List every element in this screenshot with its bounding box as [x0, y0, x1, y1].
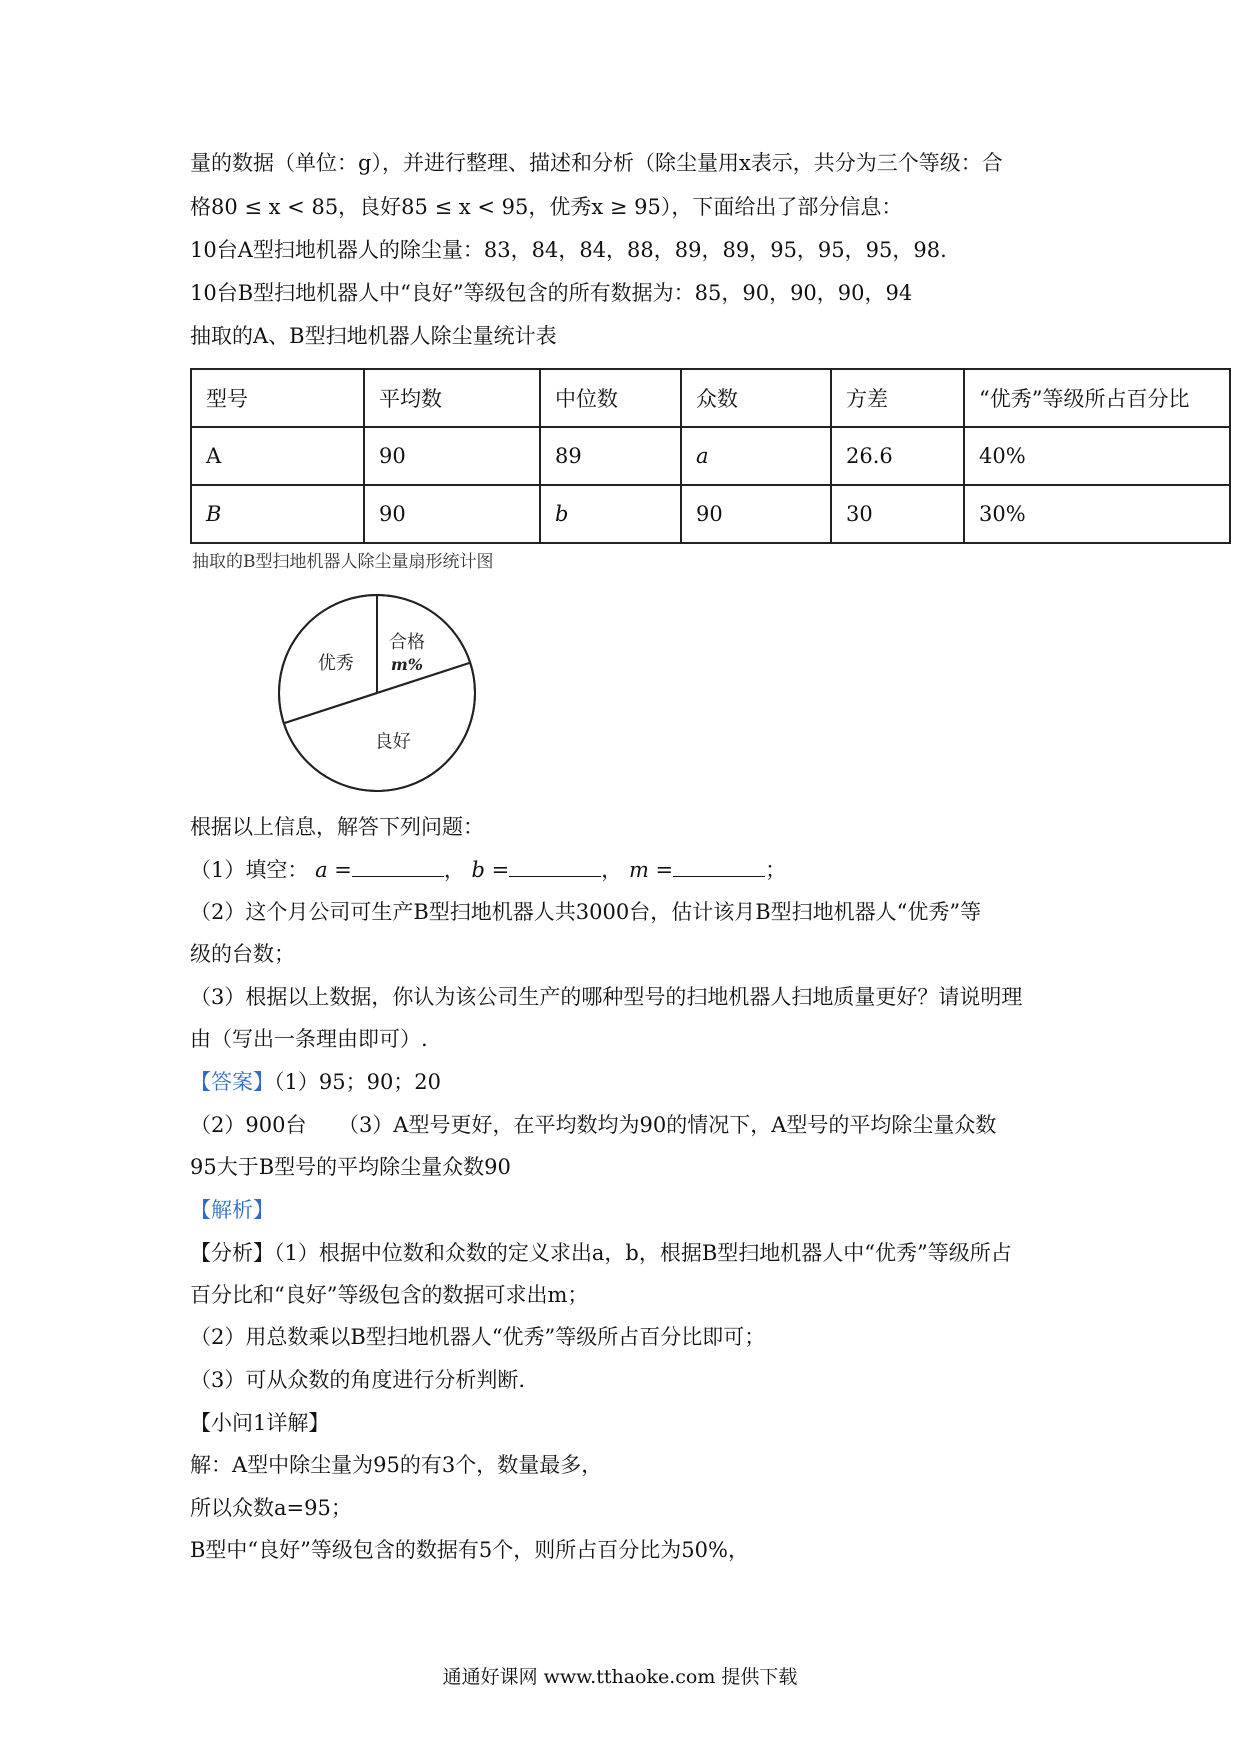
intro-line-4: 10台B型扫地机器人中“良好”等级包含的所有数据为：85，90，90，90，94	[190, 281, 913, 305]
table-cell: 26.6	[831, 427, 964, 485]
pie-slice-label: 良好	[374, 731, 411, 753]
questions-intro: 根据以上信息，解答下列问题：	[190, 815, 484, 839]
q2-line-1: （2）这个月公司可生产B型扫地机器人共3000台，估计该月B型扫地机器人“优秀”等	[190, 900, 982, 924]
header-cell: 众数	[681, 369, 831, 427]
blank-b	[509, 854, 601, 877]
intro-line-3: 10台A型扫地机器人的除尘量：83，84，84，88，89，89，95，95，95，98.	[190, 238, 947, 262]
blank-m	[673, 854, 765, 877]
table-cell: 90	[364, 485, 540, 543]
header-cell: 型号	[191, 369, 364, 427]
pie-caption: 抽取的B型扫地机器人除尘量扇形统计图	[192, 552, 494, 572]
analysis-line-1: 【分析】（1）根据中位数和众数的定义求出a，b，根据B型扫地机器人中“优秀”等级所占	[190, 1241, 1012, 1265]
table-cell: A	[191, 427, 364, 485]
answer-line-3: 95大于B型号的平均除尘量众数90	[190, 1155, 511, 1179]
intro-line-1: 量的数据（单位：g），并进行整理、描述和分析（除尘量用x表示，共分为三个等级：合	[190, 151, 1003, 175]
q1-sep: ，	[443, 858, 465, 882]
analysis-line-6: 解：A型中除尘量为95的有3个，数量最多，	[190, 1453, 603, 1477]
analysis-line-4: （3）可从众数的角度进行分析判断.	[190, 1368, 526, 1392]
header-cell: “优秀”等级所占百分比	[964, 369, 1230, 427]
table-cell: 89	[540, 427, 681, 485]
analysis-line-7: 所以众数a=95；	[190, 1496, 352, 1520]
q1-sep: ，	[601, 858, 623, 882]
analysis-line-2: 百分比和“良好”等级包含的数据可求出m；	[190, 1283, 589, 1307]
table-cell: B	[191, 485, 364, 543]
q2-line-2: 级的台数；	[190, 942, 295, 966]
pie-slice-label: 合格	[388, 631, 425, 653]
table-header-row	[191, 369, 1230, 427]
header-cell: 方差	[831, 369, 964, 427]
analysis-line-8: B型中“良好”等级包含的数据有5个，则所占百分比为50%，	[190, 1538, 749, 1562]
q1-m-label: m =	[628, 858, 674, 882]
table-title: 抽取的A、B型扫地机器人除尘量统计表	[190, 324, 557, 348]
header-cell: 平均数	[364, 369, 540, 427]
table-row	[191, 427, 1230, 485]
footer: 通通好课网 www.tthaoke.com 提供下载	[442, 1666, 798, 1688]
q1-line	[190, 854, 786, 885]
table-cell: 40%	[964, 427, 1230, 485]
q1-b-label: b =	[471, 858, 510, 882]
analysis-line-3: （2）用总数乘以B型扫地机器人“优秀”等级所占百分比即可；	[190, 1325, 766, 1349]
answer-line-2: （2）900台 （3）A型号更好，在平均数均为90的情况下，A型号的平均除尘量众数	[190, 1113, 997, 1137]
pie-slice-label: 优秀	[317, 653, 354, 675]
table-cell: 30	[831, 485, 964, 543]
table-row	[191, 485, 1230, 543]
q1-prefix: （1）填空：	[190, 858, 309, 882]
blank-a	[352, 854, 444, 877]
pie-slice-value-label: m%	[390, 654, 424, 674]
table-cell: b	[540, 485, 681, 543]
stats-table	[190, 368, 1231, 544]
q1-end: ；	[765, 858, 787, 882]
answer-text-1: （1）95；90；20	[274, 1070, 442, 1094]
q3-line-1: （3）根据以上数据，你认为该公司生产的哪种型号的扫地机器人扫地质量更好？请说明理	[190, 985, 1023, 1009]
q1-a-label: a =	[315, 858, 352, 882]
table-cell: 90	[364, 427, 540, 485]
analysis-tag: 【解析】	[190, 1198, 274, 1222]
analysis-line-5: 【小问1详解】	[190, 1411, 330, 1435]
header-cell: 中位数	[540, 369, 681, 427]
pie-chart	[272, 588, 482, 798]
q3-line-2: 由（写出一条理由即可）.	[190, 1027, 428, 1051]
table-cell: 30%	[964, 485, 1230, 543]
answer-tag: 【答案】	[190, 1070, 274, 1094]
table-cell: 90	[681, 485, 831, 543]
table-cell: a	[681, 427, 831, 485]
answer-line-1	[190, 1067, 441, 1097]
intro-line-2: 格80 ≤ x < 85，良好85 ≤ x < 95，优秀x ≥ 95），下面给出了部分信息：	[190, 195, 903, 219]
